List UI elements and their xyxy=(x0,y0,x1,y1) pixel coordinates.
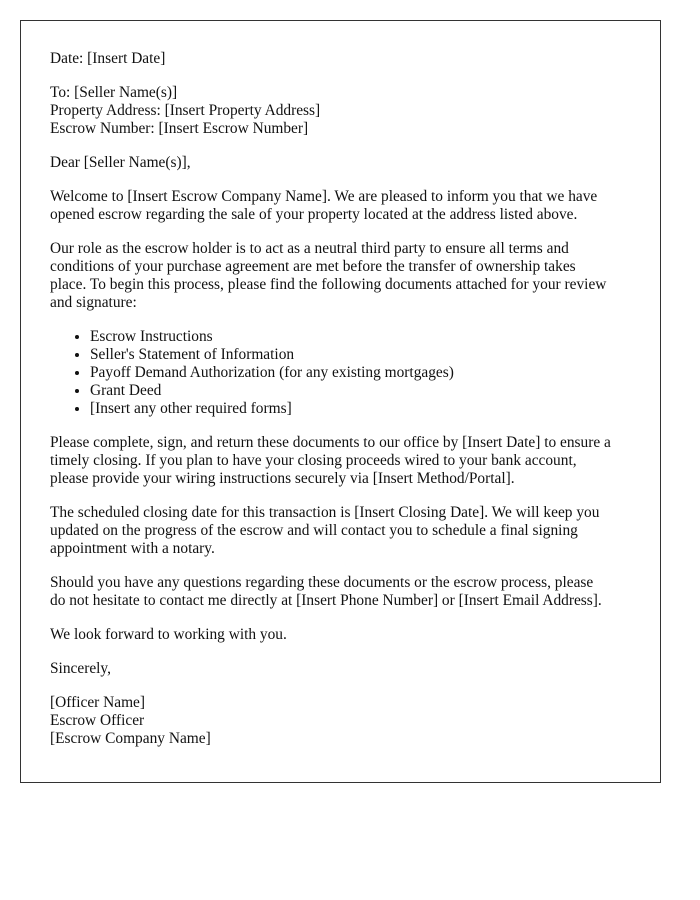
paragraph-line: The scheduled closing date for this transaction is [Insert Closing Date]. We will keep you xyxy=(50,504,600,521)
paragraph-line: updated on the progress of the escrow and will contact you to schedule a final signing xyxy=(50,522,578,539)
valediction-text: Sincerely, xyxy=(50,660,111,677)
officer-title: Escrow Officer xyxy=(50,712,145,729)
property-address: Property Address: [Insert Property Address] xyxy=(50,102,321,119)
signature-block xyxy=(50,694,640,748)
documents-list xyxy=(50,328,640,418)
paragraph-questions xyxy=(50,574,640,610)
paragraph-line: do not hesitate to contact me directly at [Insert Phone Number] or [Insert Email Address]. xyxy=(50,592,602,609)
document-item: • Payoff Demand Authorization (for any existing mortgages) xyxy=(90,364,640,382)
paragraph-line: Please complete, sign, and return these documents to our office by [Insert Date] to ensure a xyxy=(50,434,611,451)
paragraph-line: place. To begin this process, please find the following documents attached for your review xyxy=(50,276,607,293)
document-item: • Grant Deed xyxy=(90,382,640,400)
document-item: • Seller's Statement of Information xyxy=(90,346,640,364)
paragraph-line: and signature: xyxy=(50,294,137,311)
salutation xyxy=(50,154,640,172)
paragraph-role xyxy=(50,240,640,312)
paragraph-line: Should you have any questions regarding these documents or the escrow process, please xyxy=(50,574,594,591)
paragraph-complete xyxy=(50,434,640,488)
paragraph-line: timely closing. If you plan to have your closing proceeds wired to your bank account, xyxy=(50,452,577,469)
paragraph-welcome xyxy=(50,188,640,224)
paragraph-line: We look forward to working with you. xyxy=(50,626,287,643)
paragraph-line: opened escrow regarding the sale of your property located at the address listed above. xyxy=(50,206,578,223)
paragraph-line: Our role as the escrow holder is to act as a neutral third party to ensure all terms and xyxy=(50,240,569,257)
company-name: [Escrow Company Name] xyxy=(50,730,211,747)
letter-document xyxy=(20,20,661,783)
closing-valediction xyxy=(50,660,640,678)
paragraph-line: appointment with a notary. xyxy=(50,540,215,557)
officer-name: [Officer Name] xyxy=(50,694,145,711)
paragraph-line: Welcome to [Insert Escrow Company Name]. We are pleased to inform you that we have xyxy=(50,188,598,205)
document-item: • Escrow Instructions xyxy=(90,328,640,346)
paragraph-closing-date xyxy=(50,504,640,558)
date-text: Date: [Insert Date] xyxy=(50,50,166,67)
recipient-header xyxy=(50,84,640,138)
document-item: • [Insert any other required forms] xyxy=(90,400,640,418)
salutation-text: Dear [Seller Name(s)], xyxy=(50,154,191,171)
date-line xyxy=(50,50,640,68)
paragraph-line: please provide your wiring instructions securely via [Insert Method/Portal]. xyxy=(50,470,515,487)
recipient-to: To: [Seller Name(s)] xyxy=(50,84,178,101)
paragraph-line: conditions of your purchase agreement are met before the transfer of ownership takes xyxy=(50,258,576,275)
paragraph-look-forward xyxy=(50,626,640,644)
escrow-number: Escrow Number: [Insert Escrow Number] xyxy=(50,120,309,137)
